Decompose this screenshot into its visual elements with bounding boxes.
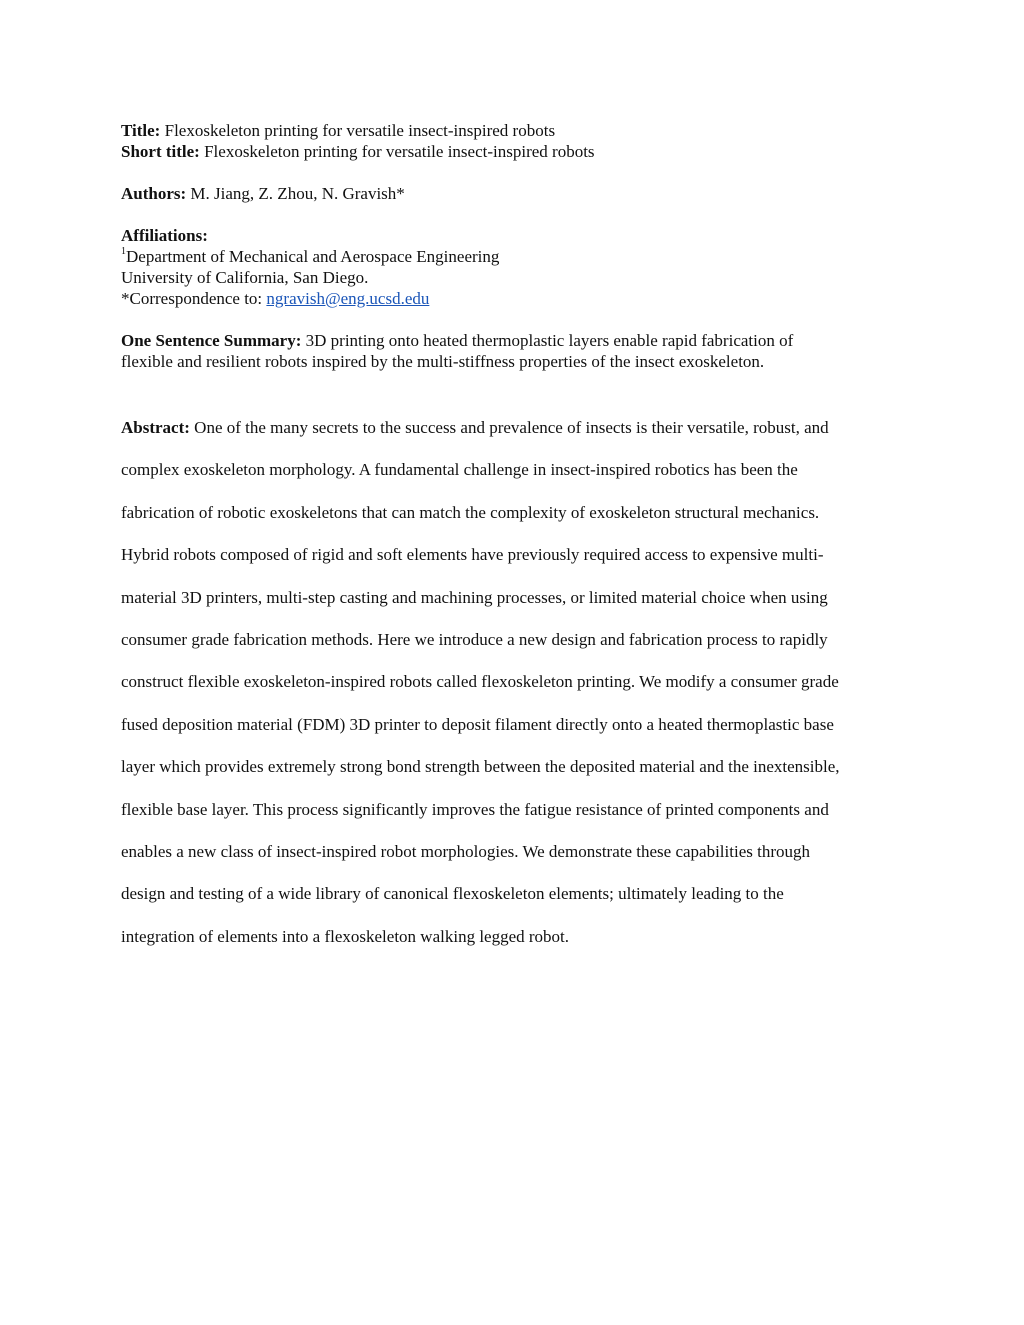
affiliation-superscript: 1 [121, 246, 126, 258]
abstract-line: consumer grade fabrication methods. Here we introduce a new design and fabrication process to rapidly [121, 630, 828, 650]
abstract-line: construct flexible exoskeleton-inspired robots called flexoskeleton printing. We modify a consumer grade [121, 672, 839, 692]
authors-line [121, 183, 911, 204]
abstract-label: Abstract: [121, 418, 190, 437]
affiliations-label: Affiliations: [121, 226, 208, 245]
abstract-line: flexible base layer. This process significantly improves the fatigue resistance of printed components and [121, 799, 829, 819]
abstract-line: fabrication of robotic exoskeletons that can match the complexity of exoskeleton structural mechanics. [121, 502, 820, 522]
abstract-line: layer which provides extremely strong bond strength between the deposited material and the inextensible, [121, 757, 840, 777]
affiliation-department [121, 246, 911, 267]
abstract-section [121, 407, 911, 958]
correspondence-line [121, 288, 911, 309]
short-title-line [121, 141, 911, 162]
abstract-line: material 3D printers, multi-step casting and machining processes, or limited material choice when using [121, 587, 828, 607]
abstract-line: integration of elements into a flexoskeleton walking legged robot. [121, 926, 570, 946]
summary-text-1: 3D printing onto heated thermoplastic layers enable rapid fabrication of [301, 331, 794, 350]
abstract-line: complex exoskeleton morphology. A fundamental challenge in insect-inspired robotics has been the [121, 460, 798, 480]
abstract-line: enables a new class of insect-inspired robot morphologies. We demonstrate these capabilities through [121, 842, 810, 862]
short-title-text: Flexoskeleton printing for versatile insect-inspired robots [199, 142, 595, 161]
summary-line-1 [121, 330, 911, 351]
department-text: Department of Mechanical and Aerospace Engineering [126, 247, 500, 266]
short-title-label: Short title: [121, 142, 200, 161]
summary-line-2: flexible and resilient robots inspired by the multi-stiffness properties of the insect exoskeleton. [121, 352, 765, 371]
title-label: Title: [121, 121, 161, 140]
authors-label: Authors: [121, 184, 187, 203]
title-line [121, 120, 911, 141]
abstract-line: Hybrid robots composed of rigid and soft elements have previously required access to expensive multi- [121, 545, 824, 565]
abstract-line: design and testing of a wide library of canonical flexoskeleton elements; ultimately leading to the [121, 884, 784, 904]
authors-text: M. Jiang, Z. Zhou, N. Gravish* [186, 184, 405, 203]
abstract-line-1 [121, 407, 911, 449]
abstract-first-text: One of the many secrets to the success and prevalence of insects is their versatile, robust, and [189, 418, 829, 437]
title-text: Flexoskeleton printing for versatile insect-inspired robots [160, 121, 556, 140]
summary-label: One Sentence Summary: [121, 331, 302, 350]
correspondence-prefix: *Correspondence to: [121, 289, 267, 308]
email-link[interactable]: ngravish@eng.ucsd.edu [266, 289, 430, 308]
affiliation-university: University of California, San Diego. [121, 268, 369, 287]
abstract-line: fused deposition material (FDM) 3D printer to deposit filament directly onto a heated thermoplastic base [121, 714, 834, 734]
paper-header [121, 120, 911, 372]
